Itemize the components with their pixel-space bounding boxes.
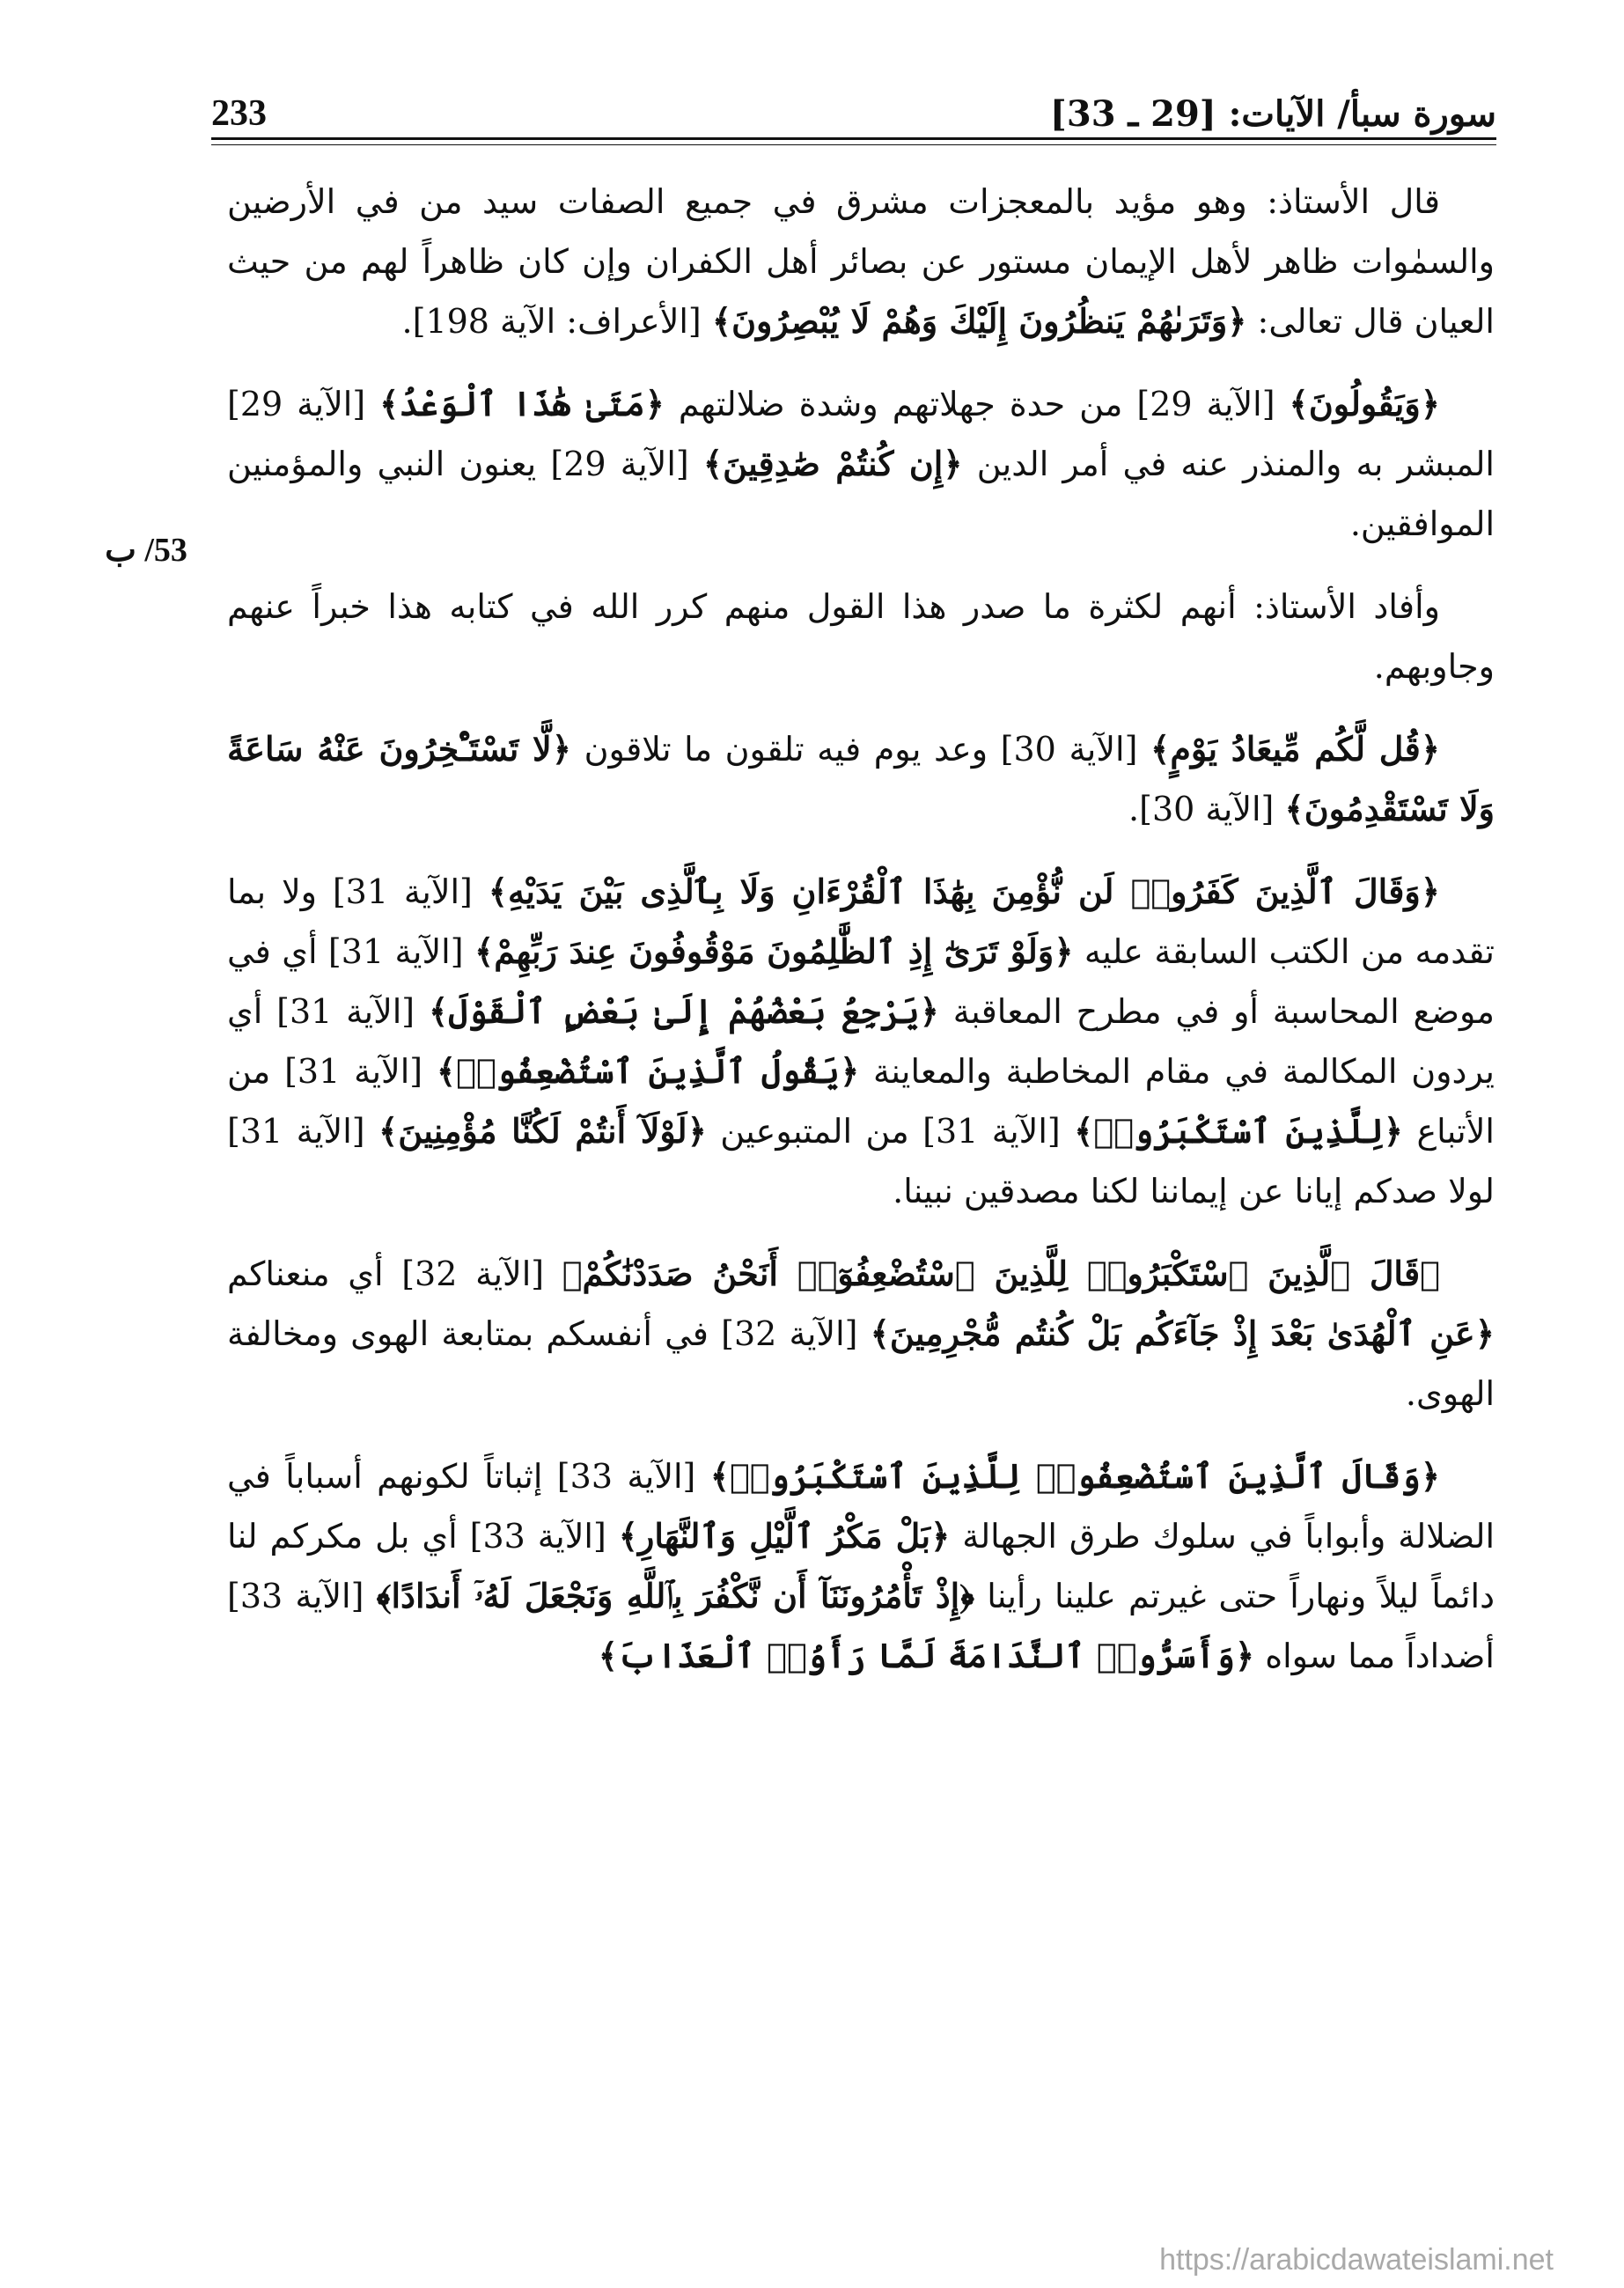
page-body	[227, 172, 1495, 1709]
body-text: [الآية 29] من حدة جهلاتهم وشدة ضلالتهم	[664, 385, 1290, 423]
body-text: [الآية 33] إثباتاً لكونهم أسباباً في الضلالة وأبواباً في سلوك طرق الجهالة	[227, 1457, 1495, 1556]
margin-note: 53/ ب	[105, 532, 187, 569]
header-rule-thick	[211, 137, 1496, 140]
body-text: [الآية 29] يعنون النبي والمؤمنين الموافقين.	[227, 445, 1495, 543]
body-text: [الآية 32] أي منعناكم	[227, 1254, 562, 1293]
body-paragraph	[227, 172, 1495, 351]
quran-verse: ﴿وَقَالَ ٱلَّذِينَ ٱسْتُضْعِفُوا۟ لِلَّذِينَ ٱسْتَكْبَرُوا۟﴾	[709, 1456, 1440, 1496]
quran-verse: ﴿بَلْ مَكْرُ ٱلَّيْلِ وَٱلنَّهَارِ﴾	[618, 1516, 951, 1556]
body-text: [الآية 33] أي بل مكركم لنا دائماً ليلاً ونهاراً حتى غيرتم علينا رأينا	[227, 1517, 1495, 1615]
body-paragraph	[227, 862, 1495, 1221]
quran-verse: ﴿يَقُولُ ٱلَّذِينَ ٱسْتُضْعِفُوا۟﴾	[436, 1051, 860, 1091]
quran-verse: ﴿قَالَ ٱلَّذِينَ ٱسْتَكْبَرُوا۟ لِلَّذِينَ ٱسْتُضْعِفُوٓا۟ أَنَحْنُ صَدَدْنَٰكُمْ﴾	[562, 1254, 1440, 1293]
body-text: [الآية 31] من الأتباع	[227, 1052, 1495, 1151]
body-text: [الآية 32] في أنفسكم بمتابعة الهوى ومخالفة الهوى.	[227, 1314, 1495, 1413]
body-text: [الآية 30] وعد يوم فيه تلقون ما تلاقون	[570, 730, 1151, 769]
quran-verse: ﴿لَوْلَآ أَنتُمْ لَكُنَّا مُؤْمِنِينَ﴾	[378, 1111, 707, 1151]
page-number: 233	[211, 93, 267, 134]
quran-verse: ﴿وَيَقُولُونَ﴾	[1289, 384, 1440, 423]
body-text: قال الأستاذ: وهو مؤيد بالمعجزات مشرق في جميع الصفات سيد من في الأرضين والسمٰوات ظاهر لأهل الإيمان مستور عن بصائر أهل الكفران وإن كان ظاهراً لهم من حيث العيان قال تعالى:	[227, 182, 1495, 341]
quran-verse: ﴿قُل لَّكُم مِّيعَادُ يَوْمٍ﴾	[1150, 729, 1440, 769]
quran-verse: ﴿مَتَىٰ هَٰذَا ٱلْوَعْدُ﴾	[379, 384, 665, 423]
body-paragraph	[227, 1446, 1495, 1686]
quran-verse: ﴿إِن كُنتُمْ صَٰدِقِينَ﴾	[702, 444, 963, 483]
quran-verse: ﴿لِلَّذِينَ ٱسْتَكْبَرُوا۟﴾	[1074, 1111, 1404, 1151]
body-text: [الآية 31] من المتبوعين	[706, 1112, 1075, 1151]
body-paragraph	[227, 577, 1495, 696]
quran-verse: ﴿وَلَوْ تَرَىٰٓ إِذِ ٱلظَّٰلِمُونَ مَوْقُوفُونَ عِندَ رَبِّهِمْ﴾	[474, 931, 1074, 971]
page-header	[211, 70, 1496, 135]
body-paragraph	[227, 719, 1495, 839]
watermark-url: https://arabicdawateislami.net	[1159, 2243, 1554, 2277]
body-text: [الآية 31] لولا صدكم إيانا عن إيماننا لكنا مصدقين نبينا.	[227, 1112, 1495, 1210]
quran-verse: ﴿عَنِ ٱلْهُدَىٰ بَعْدَ إِذْ جَآءَكُم بَلْ كُنتُم مُّجْرِمِينَ﴾	[870, 1313, 1495, 1353]
body-text: [الآية 31] أي في موضع المحاسبة أو في مطرح المعاقبة	[227, 932, 1495, 1031]
quran-verse: ﴿يَرْجِعُ بَعْضُهُمْ إِلَىٰ بَعْضٍ ٱلْقَوْلَ﴾	[428, 991, 939, 1031]
body-paragraph	[227, 1244, 1495, 1424]
running-title: سورة سبأ/ الآيات: [29 ـ 33]	[1049, 93, 1496, 135]
body-text: [الآية 29] المبشر به والمنذر عنه في أمر الدين	[227, 385, 1495, 483]
quran-verse: ﴿وَقَالَ ٱلَّذِينَ كَفَرُوا۟ لَن نُّؤْمِنَ بِهَٰذَا ٱلْقُرْءَانِ وَلَا بِٱلَّذِى بَيْنَ يَدَيْهِ﴾	[488, 872, 1440, 911]
quran-verse: ﴿إِذْ تَأْمُرُونَنَآ أَن نَّكْفُرَ بِٱللَّهِ وَنَجْعَلَ لَهُۥٓ أَندَادًا﴾	[376, 1576, 975, 1615]
header-rule-thin	[211, 144, 1496, 145]
quran-verse: ﴿وَتَرَىٰهُمْ يَنظُرُونَ إِلَيْكَ وَهُمْ لَا يُبْصِرُونَ﴾	[711, 301, 1247, 341]
quran-verse: ﴿وَأَسَرُّوا۟ ٱلنَّدَامَةَ لَمَّا رَأَوُا۟ ٱلْعَذَابَ﴾	[598, 1636, 1255, 1675]
body-text: [الآية 31] أي يردون المكالمة في مقام المخاطبة والمعاينة	[227, 992, 1495, 1091]
body-text: [الآية 33] أضداداً مما سواه	[227, 1577, 1495, 1675]
body-text: وأفاد الأستاذ: أنهم لكثرة ما صدر هذا القول منهم كرر الله في كتابه هذا خبراً عنهم وجاوبهم.	[227, 587, 1495, 686]
body-text: [الأعراف: الآية 198].	[401, 302, 712, 341]
header-rule	[211, 137, 1496, 148]
body-text: [الآية 31] ولا بما تقدمه من الكتب السابقة عليه	[227, 872, 1495, 971]
body-text: [الآية 30].	[1128, 790, 1285, 828]
body-paragraph	[227, 374, 1495, 554]
quran-verse: ﴿لَّا تَسْتَـْٔخِرُونَ عَنْهُ سَاعَةً وَلَا تَسْتَقْدِمُونَ﴾	[227, 729, 1495, 828]
